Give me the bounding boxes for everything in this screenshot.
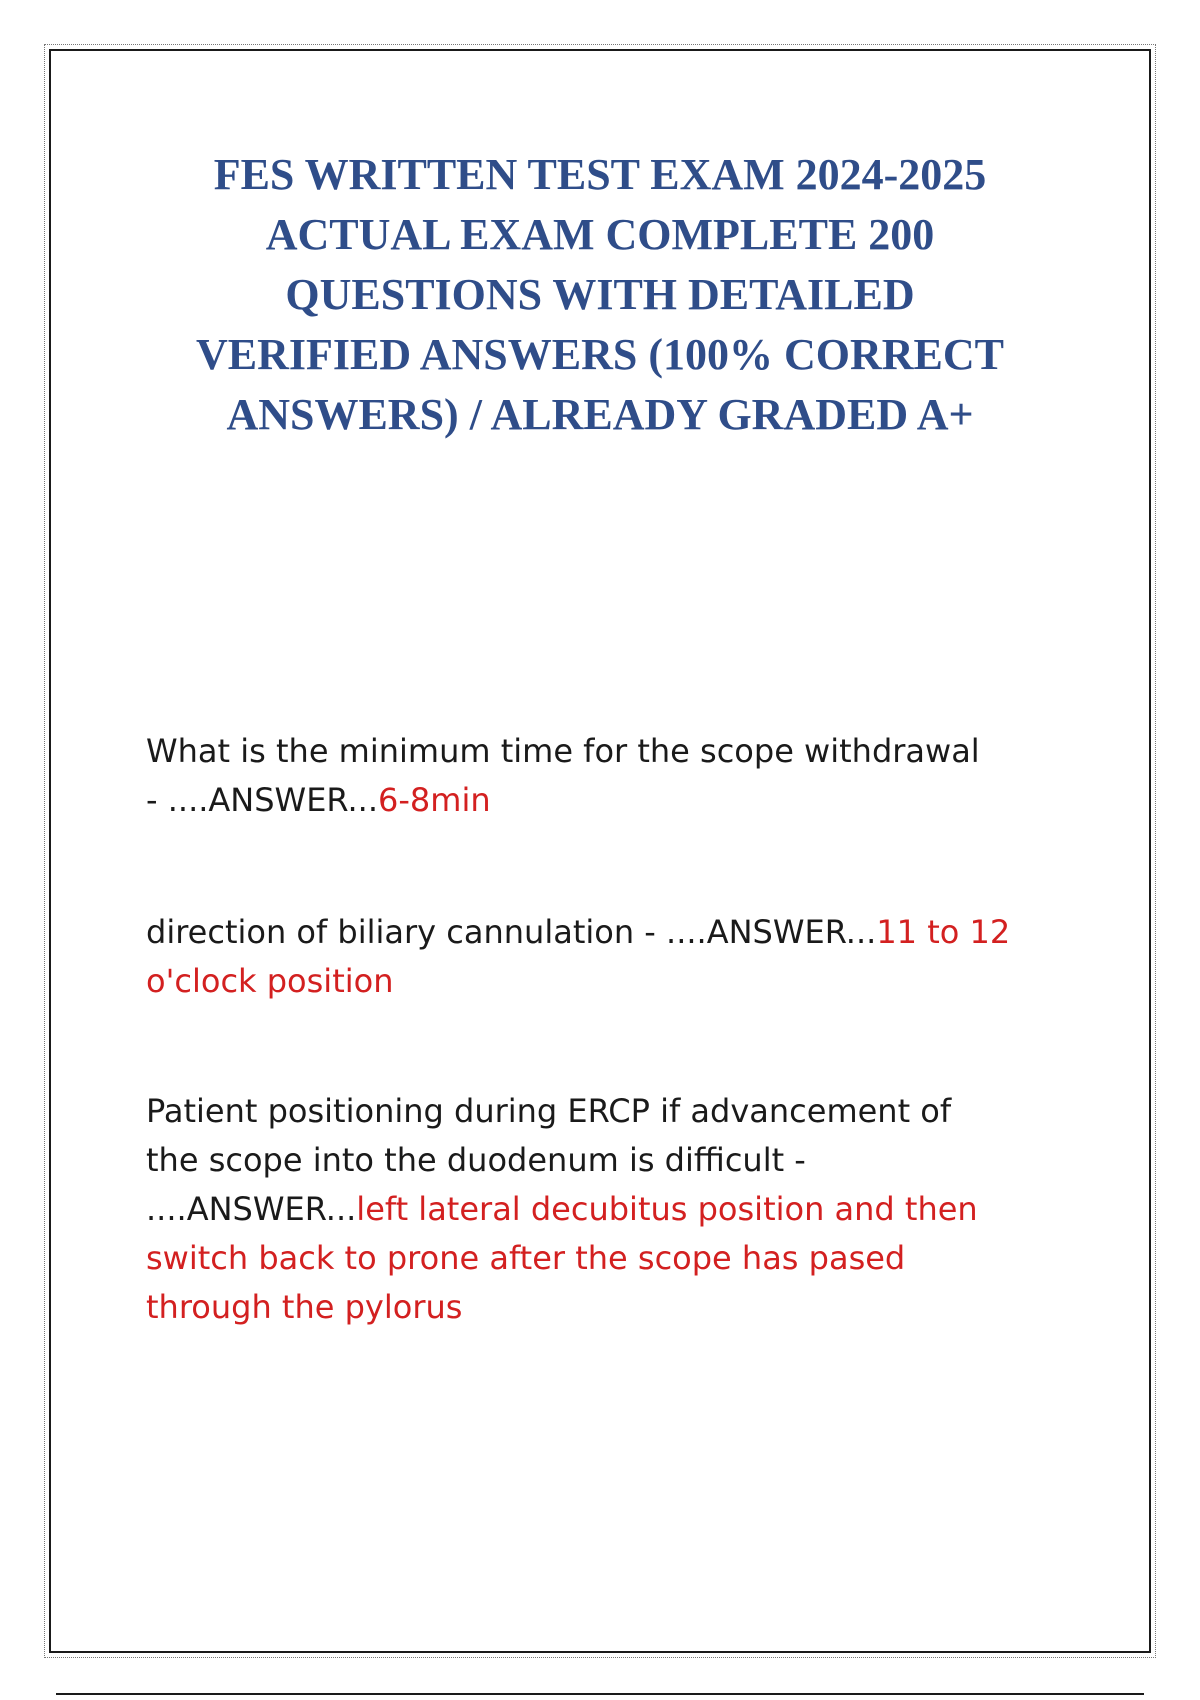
- answer-text: switch back to prone after the scope has pased: [146, 1239, 906, 1277]
- qa-item-2: [146, 908, 1066, 1006]
- answer-text: left lateral decubitus position and then: [356, 1190, 978, 1228]
- answer-text: o'clock position: [146, 962, 394, 1000]
- question-text: the scope into the duodenum is difficult -: [146, 1141, 806, 1179]
- qa-line: [146, 957, 1066, 1006]
- title-line: ACTUAL EXAM COMPLETE 200: [265, 210, 935, 259]
- answer-text: 11 to 12: [876, 913, 1011, 951]
- question-text: direction of biliary cannulation - ....ANSWER...: [146, 913, 877, 951]
- answer-text: 6-8min: [378, 781, 491, 819]
- qa-line: [146, 727, 1066, 776]
- question-text: What is the minimum time for the scope withdrawal: [146, 732, 980, 770]
- title-line: ANSWERS) / ALREADY GRADED A+: [226, 390, 974, 439]
- qa-line: [146, 1234, 1066, 1283]
- qa-line: [146, 1087, 1066, 1136]
- bottom-divider: [56, 1693, 1144, 1695]
- qa-item-1: [146, 727, 1066, 825]
- qa-line: [146, 908, 1066, 957]
- title-line: VERIFIED ANSWERS (100% CORRECT: [195, 330, 1004, 379]
- title-line: FES WRITTEN TEST EXAM 2024-2025: [213, 150, 987, 199]
- question-text: - ....ANSWER...: [146, 781, 379, 819]
- title-line: QUESTIONS WITH DETAILED: [285, 270, 915, 319]
- qa-line: [146, 1283, 1066, 1332]
- question-text: Patient positioning during ERCP if advancement of: [146, 1092, 952, 1130]
- question-text: ....ANSWER...: [146, 1190, 357, 1228]
- document-title: [100, 145, 1100, 445]
- qa-line: [146, 776, 1066, 825]
- qa-item-3: [146, 1087, 1066, 1332]
- qa-line: [146, 1136, 1066, 1185]
- qa-line: [146, 1185, 1066, 1234]
- answer-text: through the pylorus: [146, 1288, 463, 1326]
